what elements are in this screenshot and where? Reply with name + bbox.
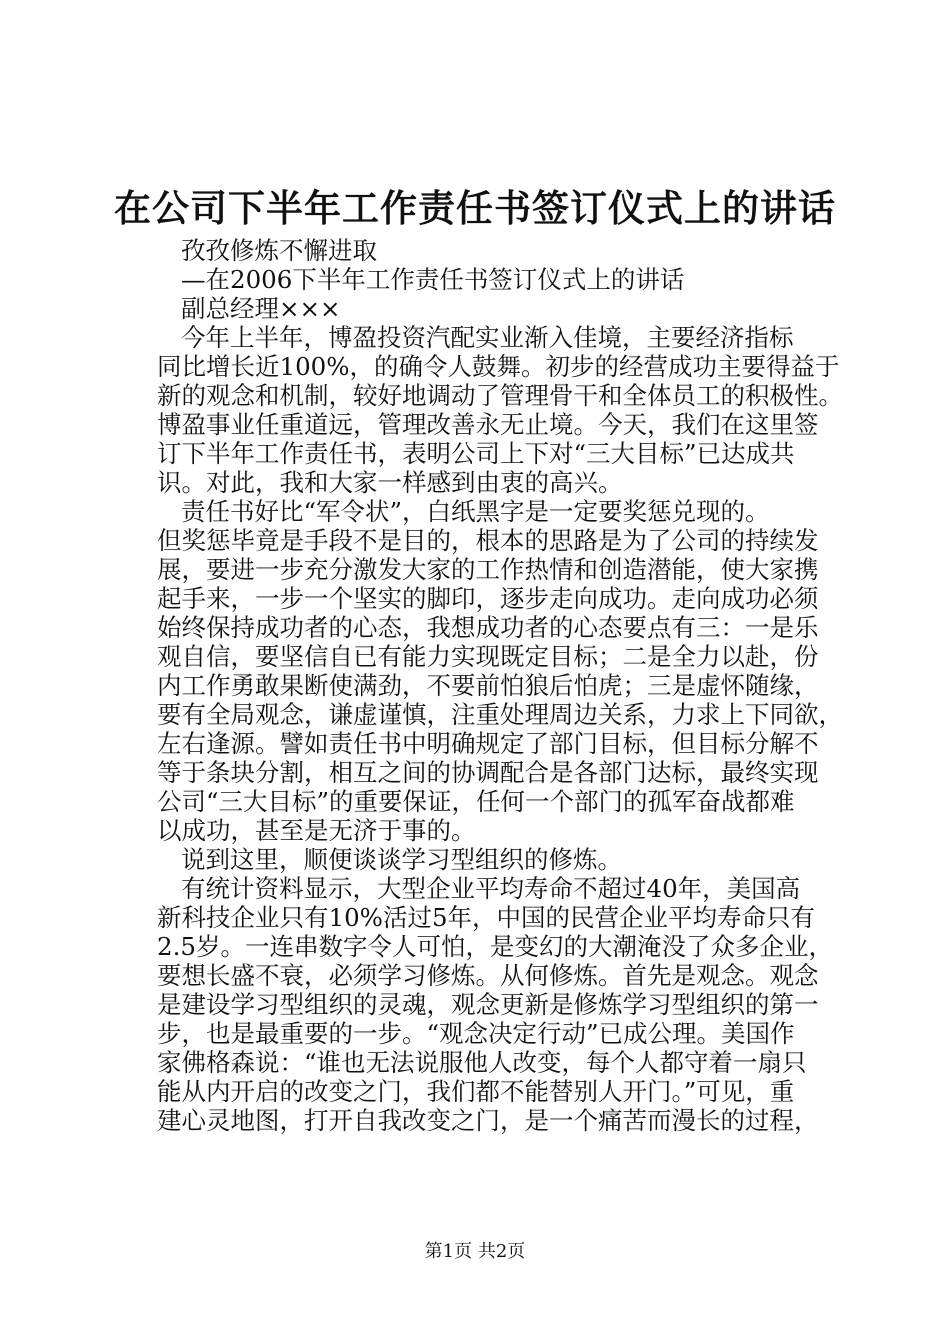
text-line: 等于条块分割，相互之间的协调配合是各部门达标，最终实现 bbox=[157, 758, 819, 787]
text-line: 家佛格森说：“谁也无法说服他人改变，每个人都守着一扇只 bbox=[157, 1048, 807, 1077]
text-line: 同比增长近100%，的确令人鼓舞。初步的经营成功主要得益于 bbox=[157, 352, 840, 381]
text-line: 博盈事业任重道远，管理改善永无止境。今天，我们在这里签 bbox=[157, 410, 819, 439]
text-line: 有统计资料显示，大型企业平均寿命不超过40年，美国高 bbox=[181, 874, 801, 903]
text-line: 是建设学习型组织的灵魂，观念更新是修炼学习型组织的第一 bbox=[157, 990, 819, 1019]
text-line: 新科技企业只有10%活过5年，中国的民营企业平均寿命只有 bbox=[157, 903, 816, 932]
text-line: 能从内开启的改变之门，我们都不能替别人开门。”可见，重 bbox=[157, 1077, 795, 1106]
text-line: 起手来，一步一个坚实的脚印，逐步走向成功。走向成功必须 bbox=[157, 584, 819, 613]
text-line: —在2006下半年工作责任书签订仪式上的讲话 bbox=[181, 265, 685, 294]
text-line: 说到这里，顺便谈谈学习型组织的修炼。 bbox=[181, 845, 622, 874]
text-line: 2.5岁。一连串数字令人可怕，是变幻的大潮淹没了众多企业， bbox=[157, 932, 833, 961]
text-line: 识。对此，我和大家一样感到由衷的高兴。 bbox=[157, 468, 623, 497]
text-line: 左右逢源。譬如责任书中明确规定了部门目标，但目标分解不 bbox=[157, 729, 819, 758]
text-line: 展，要进一步充分激发大家的工作热情和创造潜能，使大家携 bbox=[157, 555, 819, 584]
text-line: 要有全局观念，谦虚谨慎，注重处理周边关系，力求上下同欲， bbox=[157, 700, 843, 729]
text-line: 订下半年工作责任书，表明公司上下对“三大目标”已达成共 bbox=[157, 439, 795, 468]
text-line: 但奖惩毕竟是手段不是目的，根本的思路是为了公司的持续发 bbox=[157, 526, 819, 555]
document-title: 在公司下半年工作责任书签订仪式上的讲话 bbox=[114, 186, 836, 230]
text-line: 今年上半年，博盈投资汽配实业渐入佳境，主要经济指标 bbox=[181, 323, 794, 352]
page-footer: 第1页 共2页 bbox=[424, 1241, 526, 1262]
text-line: 内工作勇敢果断使满劲，不要前怕狼后怕虎；三是虚怀随缘， bbox=[157, 671, 819, 700]
text-line: 孜孜修炼不懈进取 bbox=[181, 236, 377, 265]
text-line: 步，也是最重要的一步。“观念决定行动”已成公理。美国作 bbox=[157, 1019, 795, 1048]
text-line: 新的观念和机制，较好地调动了管理骨干和全体员工的积极性。 bbox=[157, 381, 843, 410]
text-line: 责任书好比“军令状”，白纸黑字是一定要奖惩兑现的。 bbox=[181, 497, 770, 526]
document-body bbox=[157, 236, 853, 1135]
text-line: 公司“三大目标”的重要保证，任何一个部门的孤军奋战都难 bbox=[157, 787, 795, 816]
text-line: 副总经理××× bbox=[181, 294, 341, 323]
text-line: 建心灵地图，打开自我改变之门，是一个痛苦而漫长的过程， bbox=[157, 1106, 819, 1135]
text-line: 始终保持成功者的心态，我想成功者的心态要点有三：一是乐 bbox=[157, 613, 819, 642]
text-line: 以成功，甚至是无济于事的。 bbox=[157, 816, 476, 845]
text-line: 要想长盛不衰，必须学习修炼。从何修炼。首先是观念。观念 bbox=[157, 961, 819, 990]
text-line: 观自信，要坚信自已有能力实现既定目标；二是全力以赴，份 bbox=[157, 642, 819, 671]
